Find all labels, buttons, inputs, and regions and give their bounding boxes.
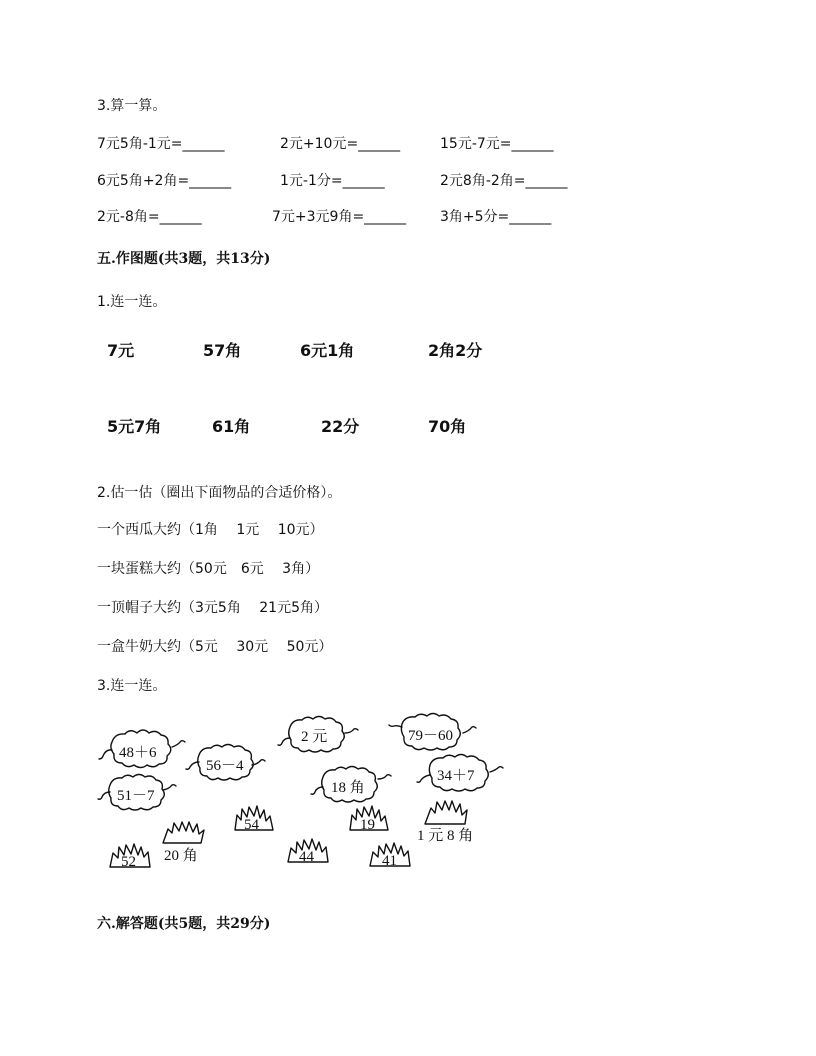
calc-item: 1元-1分=______ [280, 173, 385, 189]
free-label: 20 角 [164, 848, 198, 864]
money-label: 70角 [428, 417, 467, 436]
calc-item: 2元+10元=______ [280, 136, 401, 152]
calc-item: 3角+5分=______ [440, 209, 552, 225]
grass-label: 44 [299, 849, 314, 865]
q3-calc-title: 3.算一算。 [97, 98, 167, 114]
leaf-label: 56－4 [206, 758, 244, 774]
calc-item: 6元5角+2角=______ [97, 173, 232, 189]
q2-title: 2.估一估（圈出下面物品的合适价格）。 [97, 485, 342, 501]
calc-item: 2元8角-2角=______ [440, 173, 568, 189]
estimate-item: 一盒牛奶大约（5元 30元 50元） [97, 639, 333, 655]
section-five-heading: 五.作图题(共3题，共13分) [97, 251, 271, 267]
grass-label: 54 [244, 817, 259, 833]
money-label: 57角 [203, 341, 242, 360]
calc-item: 7元5角-1元=______ [97, 136, 225, 152]
money-label: 6元1角 [300, 341, 355, 360]
leaf-label: 79－60 [408, 728, 454, 744]
estimate-item: 一个西瓜大约（1角 1元 10元） [97, 522, 324, 538]
money-label: 2角2分 [428, 341, 483, 360]
grass-shape [163, 822, 204, 843]
money-label: 61角 [212, 417, 251, 436]
grass-shape [425, 801, 467, 824]
leaf-label: 51－7 [117, 788, 155, 804]
leaf-label: 2 元 [301, 729, 328, 745]
grass-label: 41 [382, 853, 397, 869]
calc-item: 2元-8角=______ [97, 209, 202, 225]
estimate-item: 一块蛋糕大约（50元 6元 3角） [97, 561, 320, 577]
money-label: 5元7角 [107, 417, 162, 436]
estimate-item: 一顶帽子大约（3元5角 21元5角） [97, 600, 328, 616]
calc-item: 15元-7元=______ [440, 136, 554, 152]
leaf-label: 18 角 [331, 780, 365, 796]
free-label: 1 元 8 角 [417, 828, 474, 844]
grass-label: 19 [360, 817, 375, 833]
calc-item: 7元+3元9角=______ [272, 209, 407, 225]
leaf-label: 34＋7 [437, 768, 475, 784]
leaf-label: 48＋6 [119, 745, 157, 761]
money-label: 7元 [107, 341, 135, 360]
money-label: 22分 [321, 417, 360, 436]
section-six-heading: 六.解答题(共5题，共29分) [97, 916, 271, 932]
grass-label: 52 [121, 854, 136, 870]
q3-title: 3.连一连。 [97, 678, 167, 694]
q1-title: 1.连一连。 [97, 294, 167, 310]
